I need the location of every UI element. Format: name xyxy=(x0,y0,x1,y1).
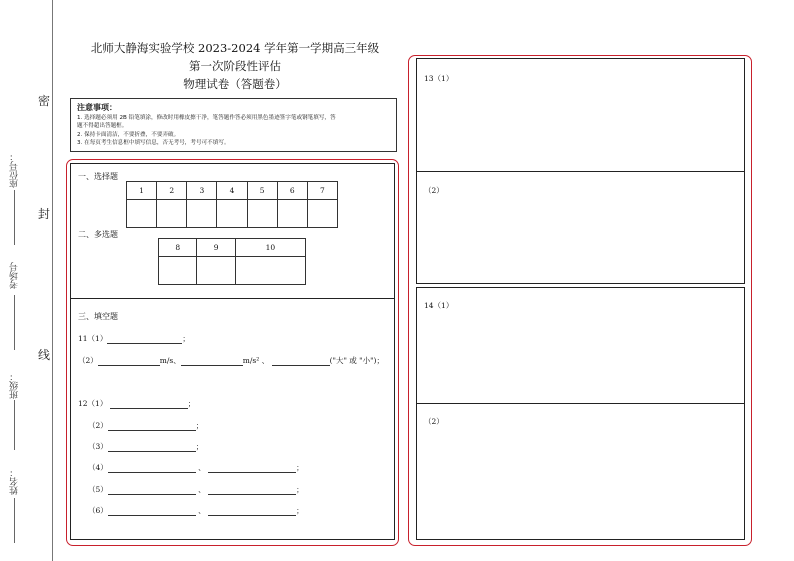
q12-1-line xyxy=(78,398,195,409)
q12-3-blank[interactable] xyxy=(108,443,196,452)
punct: ； xyxy=(195,442,204,451)
section-fill-label: 三、填空题 xyxy=(78,312,118,321)
q11-1-blank[interactable] xyxy=(107,335,182,344)
q14-answer-box[interactable] xyxy=(416,287,745,540)
section-multi-label: 二、多选题 xyxy=(78,230,118,239)
notice-box xyxy=(70,98,397,152)
q12-4-label: （4） xyxy=(88,463,108,472)
q12-2-line xyxy=(88,420,203,431)
seal-char-feng: 封 xyxy=(38,207,51,221)
choice-number: 1 xyxy=(127,182,157,200)
unit-ms2: m/s² xyxy=(242,356,260,365)
choice-answer-cell[interactable] xyxy=(217,200,247,228)
q12-1-blank[interactable] xyxy=(110,400,188,409)
q12-6-blank-b[interactable] xyxy=(208,507,296,516)
exam-title-school: 北师大静海实验学校 2023-2024 学年第一学期高三年级 xyxy=(90,41,380,55)
section-divider xyxy=(70,298,395,299)
notice-item: 题不得超出答题框。 xyxy=(77,123,128,130)
multi-answer-grid xyxy=(158,238,306,285)
choice-number: 4 xyxy=(217,182,247,200)
punct: ； xyxy=(195,421,204,430)
q12-5-blank-b[interactable] xyxy=(208,486,296,495)
q11-2-blank-b[interactable] xyxy=(181,357,243,366)
q12-2-blank[interactable] xyxy=(108,422,196,431)
q12-5-blank-a[interactable] xyxy=(108,486,196,495)
choice-answer-cell[interactable] xyxy=(187,200,217,228)
q13-2-label: （2） xyxy=(424,186,444,195)
choice-number: 5 xyxy=(247,182,277,200)
q12-2-label: （2） xyxy=(88,421,108,430)
multi-answer-cell[interactable] xyxy=(235,257,305,285)
q11-2-line xyxy=(78,355,384,366)
punct: ； xyxy=(182,334,190,343)
seat-label: 座位号： xyxy=(10,152,20,188)
q12-3-label: （3） xyxy=(88,442,108,451)
choice-number: 2 xyxy=(157,182,187,200)
choice-answer-grid xyxy=(126,181,338,228)
punct: 、 xyxy=(198,485,206,494)
multi-answer-cell[interactable] xyxy=(197,257,235,285)
q14-1-label: 14（1） xyxy=(424,301,454,310)
name-field-line xyxy=(14,498,15,543)
q13-divider xyxy=(416,171,745,172)
multi-number: 8 xyxy=(159,239,197,257)
choice-answer-cell[interactable] xyxy=(307,200,337,228)
notice-title: 注意事项： xyxy=(77,103,117,112)
exam-room-label: 考场号 xyxy=(10,262,20,289)
multi-answer-cell[interactable] xyxy=(159,257,197,285)
q11-2-blank-a[interactable] xyxy=(98,357,160,366)
multi-number: 9 xyxy=(197,239,235,257)
choice-number: 3 xyxy=(187,182,217,200)
seal-char-mi: 密 xyxy=(38,94,51,108)
punct: 、 xyxy=(198,463,206,472)
notice-item: 3. 在每页考生信息框中填写信息，否无考号，考号可不填写。 xyxy=(77,140,230,147)
q11-2-blank-c[interactable] xyxy=(272,357,330,366)
q12-5-label: （5） xyxy=(88,485,108,494)
name-label: 姓名： xyxy=(10,468,20,495)
exam-title-subject: 物理试卷（答题卷） xyxy=(183,77,287,91)
class-label: 班级： xyxy=(10,372,20,399)
q14-2-label: （2） xyxy=(424,417,444,426)
choice-hint: ("大" 或 "小")； xyxy=(329,356,384,365)
q12-6-blank-a[interactable] xyxy=(108,507,196,516)
punct: 、 xyxy=(261,356,270,365)
punct: ； xyxy=(296,463,304,472)
notice-item: 2. 保持卡面清洁，不要折叠，不要弄破。 xyxy=(77,131,180,138)
section-choice-label: 一、选择题 xyxy=(78,172,118,181)
exam-title-stage: 第一次阶段性评估 xyxy=(189,59,281,73)
q12-4-blank-b[interactable] xyxy=(208,464,296,473)
q11-1-label: 11（1） xyxy=(78,334,108,343)
q12-4-blank-a[interactable] xyxy=(108,464,196,473)
choice-answer-cell[interactable] xyxy=(157,200,187,228)
q11-2-label: （2） xyxy=(78,356,98,365)
binding-line xyxy=(52,0,53,561)
q12-5-line xyxy=(88,484,304,495)
q14-divider xyxy=(416,403,745,404)
q11-1-line xyxy=(78,333,190,344)
multi-number: 10 xyxy=(235,239,305,257)
notice-item: 1. 选择题必须用 2B 铅笔填涂，修改时用橡皮擦干净，笔答题作答必须用黑色墨迹签字笔或钢笔填写，答 xyxy=(77,115,336,121)
q12-3-line xyxy=(88,441,203,452)
q12-4-line xyxy=(88,462,304,473)
choice-number: 7 xyxy=(307,182,337,200)
punct: ； xyxy=(187,399,196,408)
class-field-line xyxy=(14,400,15,450)
punct: ； xyxy=(296,485,304,494)
q12-1-label: 12（1） xyxy=(78,399,108,408)
choice-number: 6 xyxy=(277,182,307,200)
punct: ； xyxy=(296,506,304,515)
exam-room-field-line xyxy=(14,295,15,350)
choice-answer-cell[interactable] xyxy=(127,200,157,228)
q12-6-label: （6） xyxy=(88,506,108,515)
q13-1-label: 13（1） xyxy=(424,74,454,83)
q12-6-line xyxy=(88,505,304,516)
unit-ms: m/s、 xyxy=(159,356,181,365)
punct: 、 xyxy=(198,506,206,515)
seal-char-xian: 线 xyxy=(38,348,51,362)
choice-answer-cell[interactable] xyxy=(277,200,307,228)
seat-field-line xyxy=(14,190,15,245)
choice-answer-cell[interactable] xyxy=(247,200,277,228)
